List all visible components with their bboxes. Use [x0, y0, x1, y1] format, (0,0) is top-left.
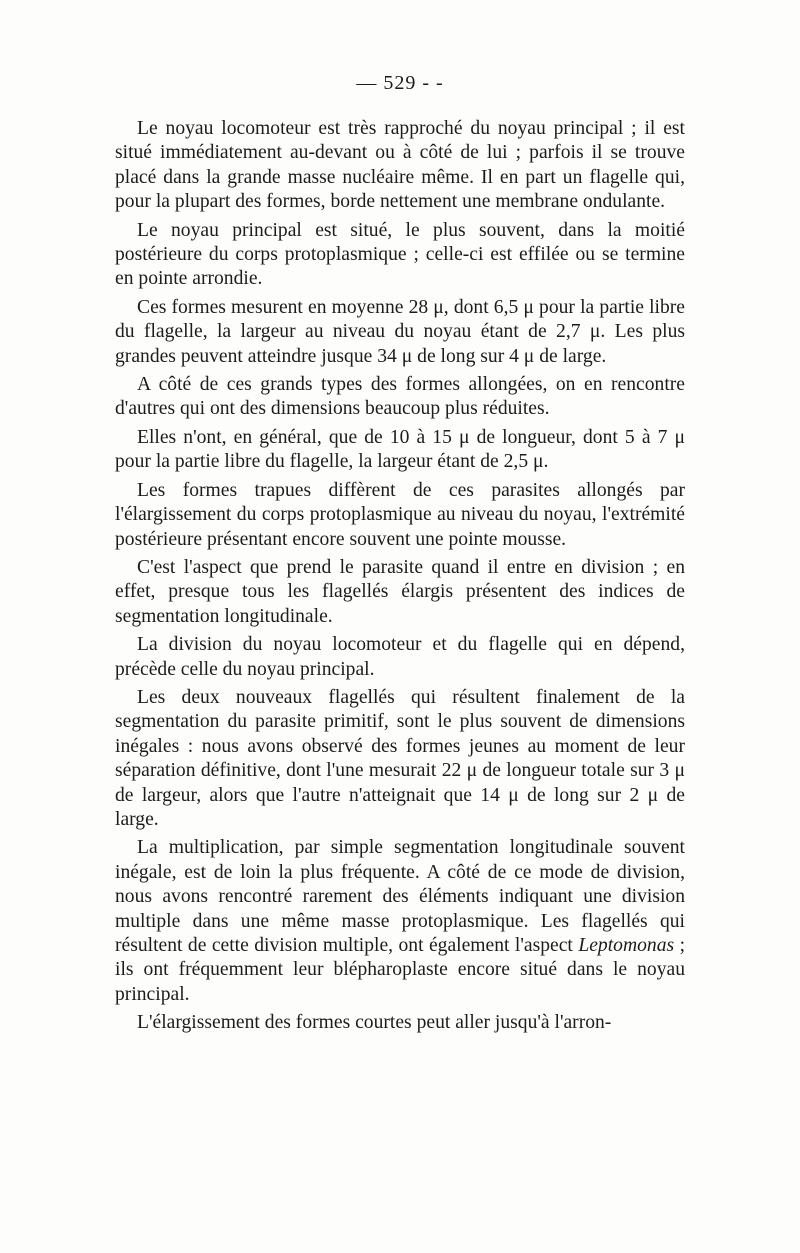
- paragraph-longueur: Elles n'ont, en général, que de 10 à 15 μ de longueur, dont 5 à 7 μ pour la partie libre du flagelle, la largeur étant de 2,5 μ.: [115, 426, 685, 473]
- paragraph-formes-trapues: Les formes trapues diffèrent de ces parasites allongés par l'élargissement du corps protoplasmique au niveau du noyau, l'extrémité postérieure présentant encore souvent une pointe mousse.: [115, 479, 685, 550]
- paragraph-division: C'est l'aspect que prend le parasite quand il entre en division ; en effet, presque tous les flagellés élargis présentent des indices de segmentation longitudinale.: [115, 556, 685, 627]
- paragraph-noyau-principal: Le noyau principal est situé, le plus souvent, dans la moitié postérieure du corps protoplasmique ; celle-ci est effilée ou se termine en pointe arrondie.: [115, 219, 685, 290]
- paragraph-noyau-locomoteur-division: La division du noyau locomoteur et du flagelle qui en dépend, précède celle du noyau principal.: [115, 634, 685, 680]
- paragraph-multiplication-text: La multiplication, par simple segmentation longitudinale souvent inégale, est de loin la plus fréquente. A côté de ce mode de division, nous avons rencontré rarement des éléments indiquant une division multiple dans une même masse protoplasmique. Les flagellés qui résultent de cette division multiple, ont également l'aspect: [115, 837, 685, 956]
- body-text: [115, 117, 685, 1036]
- paragraph-nouveaux-flagelles: Les deux nouveaux flagellés qui résultent finalement de la segmentation du parasite primitif, sont le plus souvent de dimensions inégales : nous avons observé des formes jeunes au moment de leur séparation définitive, dont l'une mesurait 22 μ de longueur totale sur 3 μ de largeur, alors que l'autre n'atteignait que 14 μ de long sur 2 μ de large.: [115, 686, 685, 830]
- genus-name-leptomonas: Leptomonas: [578, 935, 675, 956]
- paragraph-formes-reduites: A côté de ces grands types des formes allongées, on en rencontre d'autres qui ont des dimensions beaucoup plus réduites.: [115, 374, 685, 420]
- paragraph-multiplication-end: ; ils ont fréquemment leur blépharoplaste encore situé dans le noyau principal.: [115, 935, 686, 1005]
- paragraph-dimensions: Ces formes mesurent en moyenne 28 μ, dont 6,5 μ pour la partie libre du flagelle, la largeur au niveau du noyau étant de 2,7 μ. Les plus grandes peuvent atteindre jusque 34 μ de long sur 4 μ de large.: [115, 296, 685, 367]
- page-number: — 529 - -: [356, 72, 444, 94]
- paragraph-multiplication: [115, 836, 685, 1007]
- paragraph-noyau-locomoteur: Le noyau locomoteur est très rapproché du noyau principal ; il est situé immédiatement au-devant ou à côté de lui ; parfois il se trouve placé dans la grande masse nucléaire même. Il en part un flagelle qui, pour la plupart des formes, borde nettement une membrane ondulante.: [115, 118, 685, 213]
- paragraph-elargissement: L'élargissement des formes courtes peut aller jusqu'à l'arron-: [137, 1012, 612, 1034]
